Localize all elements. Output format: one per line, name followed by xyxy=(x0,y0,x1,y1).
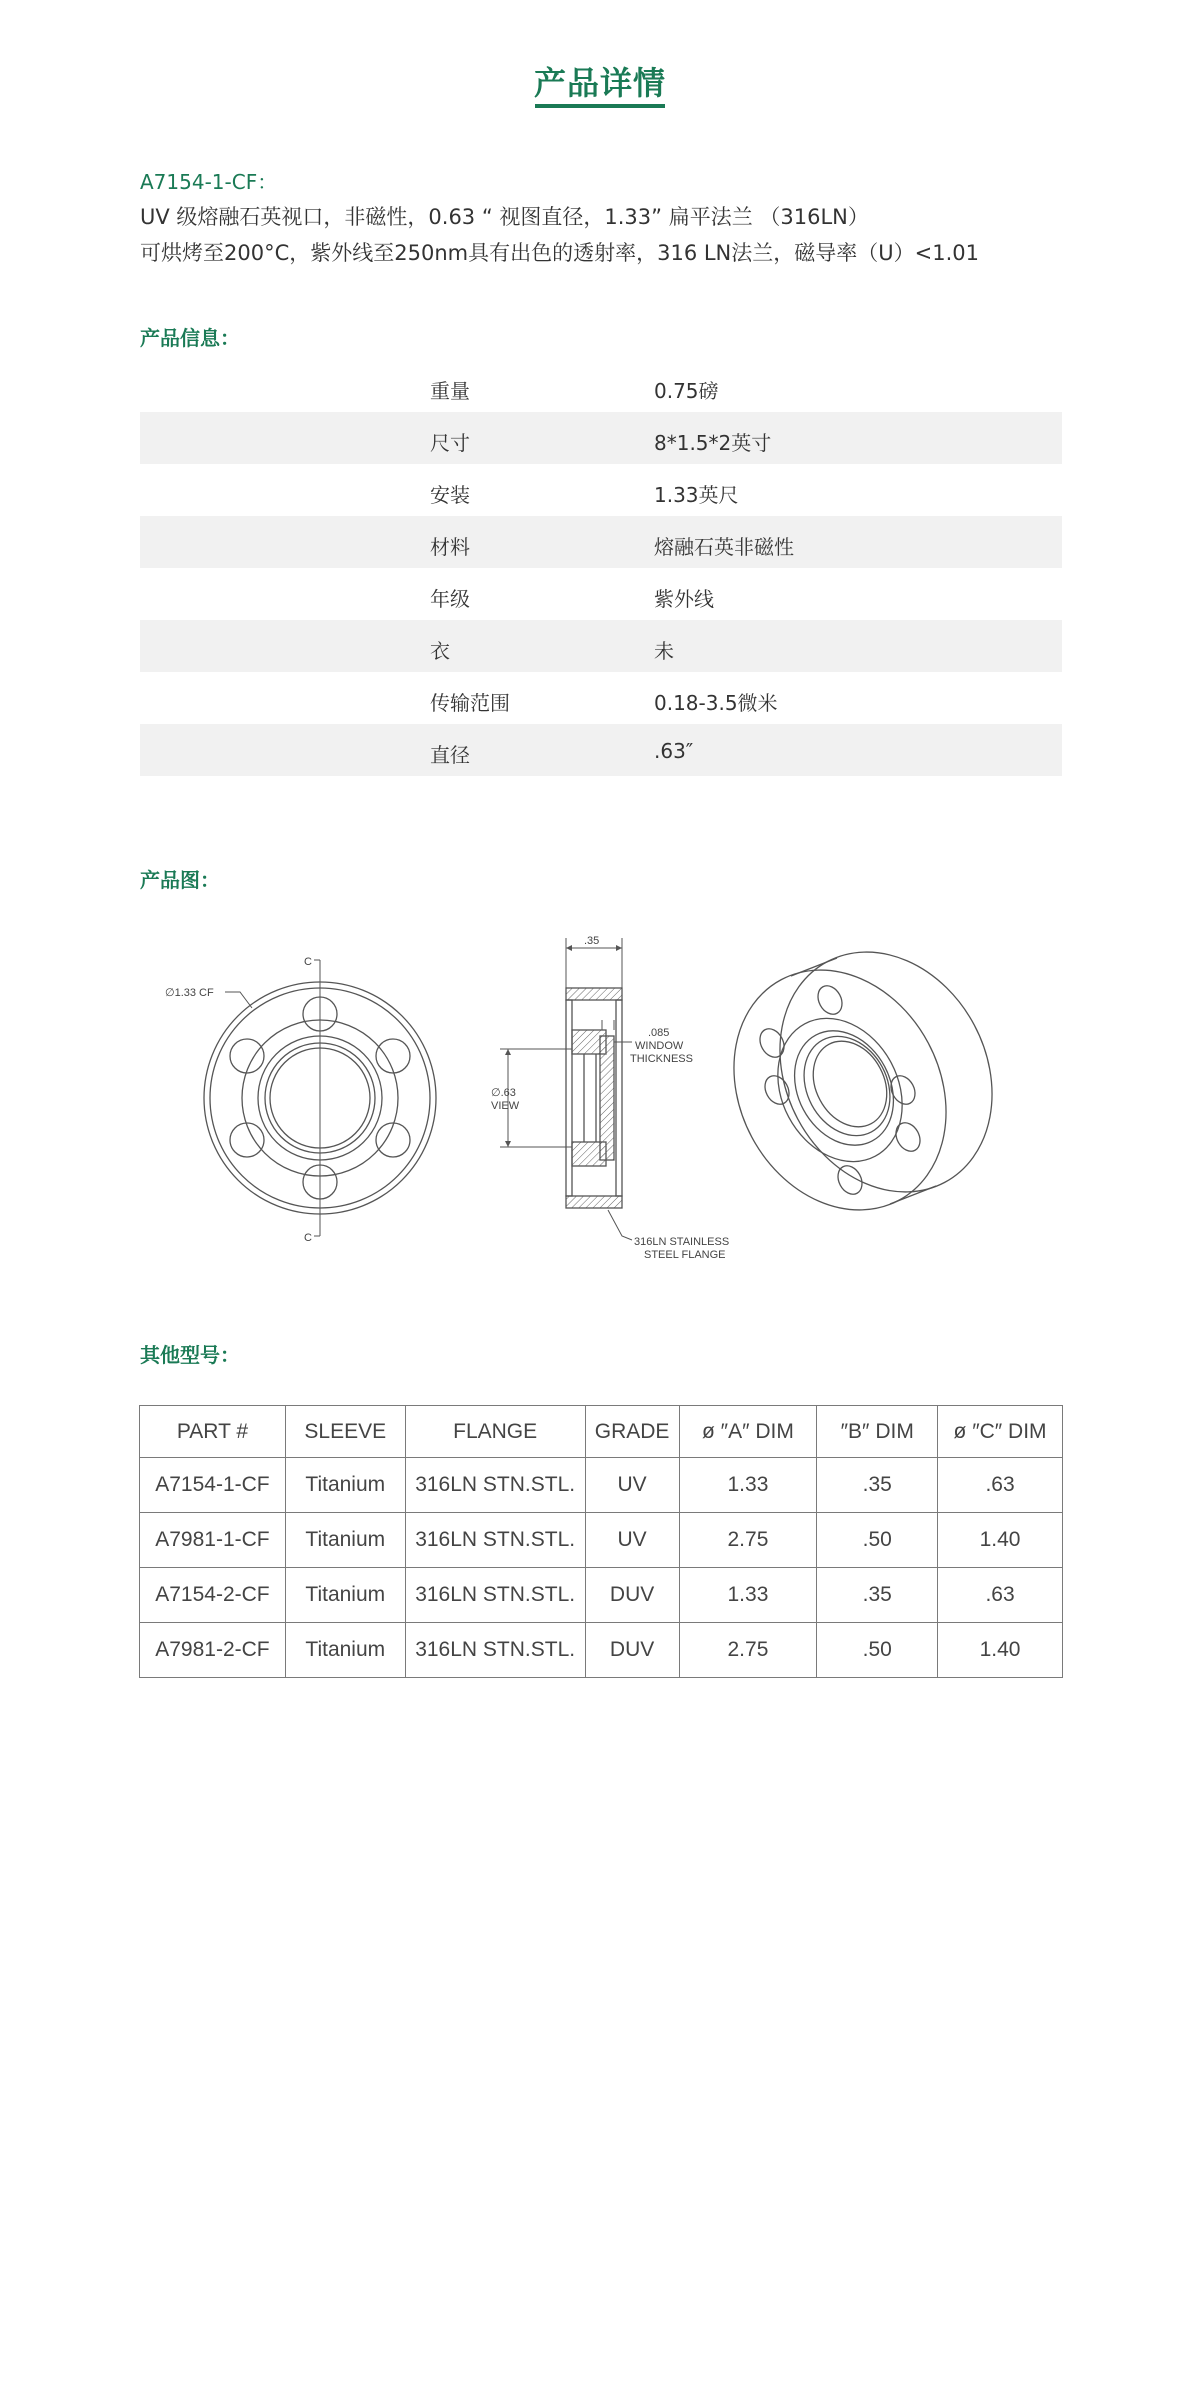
side-view xyxy=(500,938,632,1240)
table-row xyxy=(140,1458,1063,1513)
table-cell: 1.33 xyxy=(679,1568,817,1623)
table-cell: 2.75 xyxy=(679,1513,817,1568)
table-cell: DUV xyxy=(585,1568,679,1623)
spec-value: 未 xyxy=(654,639,674,663)
spec-row xyxy=(140,724,1062,776)
table-cell: Titanium xyxy=(285,1458,405,1513)
table-cell: .63 xyxy=(938,1568,1063,1623)
spec-row xyxy=(140,360,1062,412)
column-header: GRADE xyxy=(585,1406,679,1458)
table-cell: 2.75 xyxy=(679,1623,817,1678)
table-cell: 316LN STN.STL. xyxy=(405,1623,585,1678)
product-info-heading: 产品信息： xyxy=(140,326,240,350)
window-thickness-value: .085 xyxy=(648,1027,670,1039)
spec-key: 直径 xyxy=(430,743,470,767)
spec-value: 0.18-3.5微米 xyxy=(654,691,778,715)
table-cell: .63 xyxy=(938,1458,1063,1513)
spec-key: 传输范围 xyxy=(430,691,510,715)
table-cell: A7154-2-CF xyxy=(140,1568,286,1623)
table-header-row xyxy=(140,1406,1063,1458)
table-row xyxy=(140,1568,1063,1623)
table-cell: 1.40 xyxy=(938,1623,1063,1678)
table-cell: Titanium xyxy=(285,1513,405,1568)
table-cell: DUV xyxy=(585,1623,679,1678)
table-cell: A7154-1-CF xyxy=(140,1458,286,1513)
column-header: FLANGE xyxy=(405,1406,585,1458)
description-line-1: UV 级熔融石英视口，非磁性，0.63 “ 视图直径，1.33” 扁平法兰 （316LN） xyxy=(140,205,869,229)
table-cell: UV xyxy=(585,1513,679,1568)
window-thickness-label-2: THICKNESS xyxy=(630,1053,693,1065)
spec-key: 材料 xyxy=(430,535,470,559)
c-bottom-label: C xyxy=(304,1232,312,1244)
table-cell: 316LN STN.STL. xyxy=(405,1513,585,1568)
table-cell: .50 xyxy=(817,1513,938,1568)
other-models-table xyxy=(139,1405,1063,1678)
view-dia-label: VIEW xyxy=(491,1100,520,1112)
column-header: ″B″ DIM xyxy=(817,1406,938,1458)
front-view xyxy=(204,960,436,1236)
table-cell: Titanium xyxy=(285,1623,405,1678)
model-label: A7154-1-CF： xyxy=(140,170,278,194)
table-cell: .35 xyxy=(817,1458,938,1513)
spec-row xyxy=(140,568,1062,620)
spec-key: 安装 xyxy=(430,483,470,507)
spec-row xyxy=(140,672,1062,724)
flange-note-line-1: 316LN STAINLESS xyxy=(634,1236,730,1248)
other-models-heading: 其他型号： xyxy=(140,1343,240,1367)
table-row xyxy=(140,1623,1063,1678)
table-cell: .50 xyxy=(817,1623,938,1678)
table-cell: 1.33 xyxy=(679,1458,817,1513)
spec-key: 衣 xyxy=(430,639,450,663)
spec-value: .63″ xyxy=(654,739,694,763)
spec-row xyxy=(140,516,1062,568)
spec-row xyxy=(140,412,1062,464)
column-header: ø ″C″ DIM xyxy=(938,1406,1063,1458)
spec-key: 年级 xyxy=(430,587,470,611)
spec-row xyxy=(140,464,1062,516)
spec-key: 重量 xyxy=(430,379,470,403)
viewport-technical-drawing xyxy=(140,918,1060,1268)
view-dia-value: ∅.63 xyxy=(491,1087,516,1099)
column-header: ø ″A″ DIM xyxy=(679,1406,817,1458)
iso-view xyxy=(693,918,1033,1247)
page-title: 产品详情 xyxy=(533,64,666,102)
window-thickness-label-1: WINDOW xyxy=(635,1040,684,1052)
thickness-label: .35 xyxy=(584,935,600,947)
spec-value: 1.33英尺 xyxy=(654,483,739,507)
description-line-2: 可烘烤至200°C，紫外线至250nm具有出色的透射率，316 LN法兰，磁导率（U）<1.01 xyxy=(140,241,979,265)
flange-dia-label: ∅1.33 CF xyxy=(165,987,214,999)
flange-note-line-2: STEEL FLANGE xyxy=(644,1249,726,1261)
table-cell: 1.40 xyxy=(938,1513,1063,1568)
title-underline xyxy=(535,104,665,108)
spec-key: 尺寸 xyxy=(430,431,470,455)
table-cell: 316LN STN.STL. xyxy=(405,1568,585,1623)
c-top-label: C xyxy=(304,956,312,968)
column-header: SLEEVE xyxy=(285,1406,405,1458)
table-row xyxy=(140,1513,1063,1568)
spec-value: 0.75磅 xyxy=(654,379,719,403)
spec-value: 紫外线 xyxy=(654,587,714,611)
table-cell: .35 xyxy=(817,1568,938,1623)
spec-table xyxy=(140,360,1062,776)
table-cell: A7981-2-CF xyxy=(140,1623,286,1678)
spec-value: 熔融石英非磁性 xyxy=(654,535,794,559)
table-cell: Titanium xyxy=(285,1568,405,1623)
column-header: PART # xyxy=(140,1406,286,1458)
table-cell: 316LN STN.STL. xyxy=(405,1458,585,1513)
table-cell: A7981-1-CF xyxy=(140,1513,286,1568)
product-drawing-heading: 产品图： xyxy=(140,868,220,892)
spec-value: 8*1.5*2英寸 xyxy=(654,431,772,455)
spec-row xyxy=(140,620,1062,672)
table-cell: UV xyxy=(585,1458,679,1513)
